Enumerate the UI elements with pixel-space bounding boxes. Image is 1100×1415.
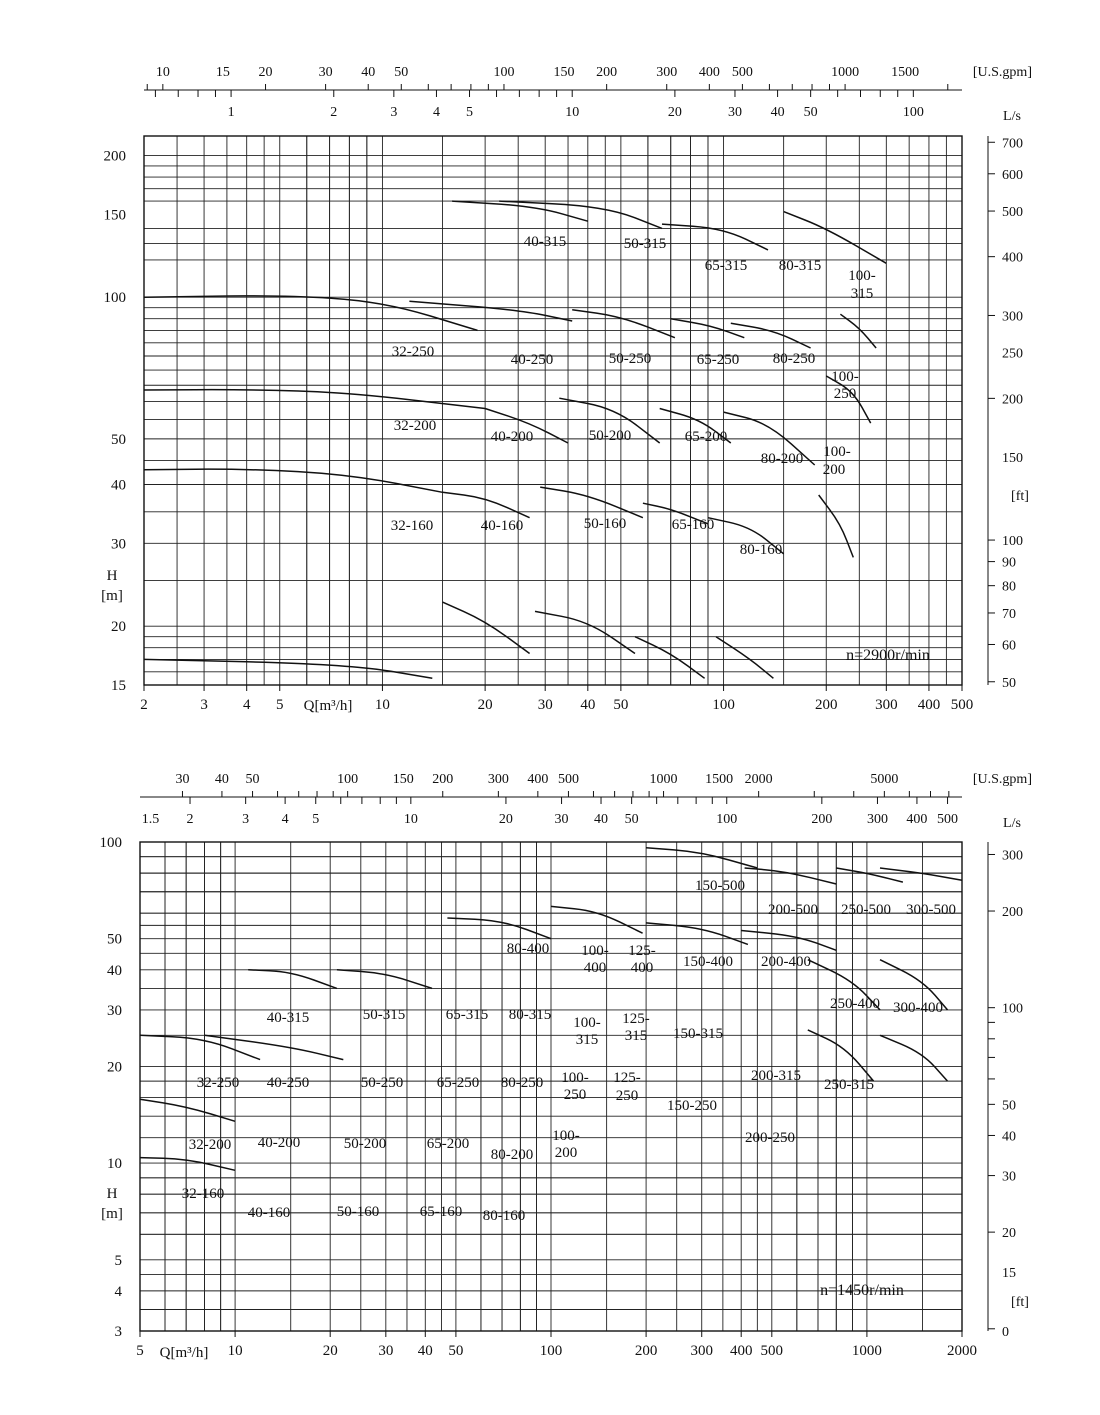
curve-300-500: [880, 868, 962, 880]
curve-label: 65-200: [426, 1136, 470, 1152]
ft-tick-label: 300: [1002, 309, 1023, 325]
curve-label: 40-315: [523, 234, 567, 250]
curve-label: 300-500: [906, 902, 956, 918]
curve-label: 40-200: [490, 429, 534, 445]
curve-label: 80-200: [490, 1147, 534, 1163]
ft-tick-label: 100: [1002, 1001, 1023, 1017]
gpm-tick-label: 100: [337, 772, 359, 787]
x-tick-label: 20: [477, 697, 493, 713]
ft-tick-label: 100: [1002, 534, 1023, 550]
curve-label: 50-315: [362, 1007, 406, 1023]
ft-tick-label: 70: [1002, 606, 1016, 622]
curve-label: 50-250: [608, 351, 652, 367]
ft-tick-label: 40: [1002, 1129, 1016, 1145]
ls-tick-label: 2: [330, 105, 338, 120]
ls-tick-label: 100: [902, 105, 924, 120]
curve-label: 80-160: [739, 542, 783, 558]
gpm-tick-label: 40: [361, 65, 376, 80]
x-tick-label: 200: [815, 697, 838, 713]
curve-label: 250: [563, 1087, 587, 1103]
curve-label: 32-160: [181, 1186, 225, 1202]
ft-tick-label: 80: [1002, 579, 1016, 595]
curve-label: 50-160: [583, 516, 627, 532]
x-tick-label: 500: [950, 697, 974, 713]
curve-label: 80-250: [500, 1075, 544, 1091]
curve-label: 40-315: [266, 1010, 310, 1026]
x-tick-label: 1000: [851, 1343, 882, 1359]
gpm-tick-label: 150: [553, 65, 575, 80]
curve-label: 65-250: [696, 352, 740, 368]
curve-200-500: [745, 868, 837, 884]
x-tick-label: 5: [136, 1343, 144, 1359]
gpm-tick-label: 1000: [649, 772, 678, 787]
curve-65-250: [671, 319, 745, 338]
y-tick-label: 100: [103, 290, 126, 307]
gpm-tick-label: 1500: [891, 65, 920, 80]
curve-40-250: [205, 1035, 344, 1059]
ft-tick-label: 50: [1002, 675, 1016, 691]
ft-tick-label: 500: [1002, 205, 1023, 221]
ft-tick-label: 20: [1002, 1226, 1016, 1242]
curve-label: 100-: [831, 369, 859, 385]
curve-label: 250: [833, 386, 857, 402]
curve-label: 300-400: [893, 1000, 943, 1016]
ft-tick-label: 600: [1002, 167, 1023, 183]
x-tick-label: 40: [580, 697, 596, 713]
y-axis-label: [m]: [101, 588, 123, 604]
x-tick-label: 300: [875, 697, 898, 713]
curve-label: 65-315: [704, 258, 748, 274]
ls-tick-label: 10: [403, 812, 418, 827]
ft-tick-label: 400: [1002, 250, 1023, 266]
curve-label: 32-250: [391, 344, 435, 360]
ft-tick-label: 150: [1002, 451, 1023, 467]
ls-tick-label: 3: [242, 812, 250, 827]
ls-tick-label: 40: [594, 812, 609, 827]
x-tick-label: 50: [448, 1343, 464, 1359]
curve-label: 100-: [848, 268, 876, 284]
curve-label: 150-500: [695, 878, 745, 894]
y-tick-label: 20: [107, 1059, 122, 1076]
gpm-unit-label: [U.S.gpm]: [972, 772, 1032, 787]
ls-tick-label: 1.5: [141, 812, 160, 827]
grid: [144, 136, 962, 685]
chart-2900rpm: [101, 65, 1032, 714]
gpm-tick-label: 400: [698, 65, 720, 80]
ft-tick-label: 300: [1002, 848, 1023, 864]
curve-label: 32-250: [196, 1075, 240, 1091]
gpm-tick-label: 300: [656, 65, 678, 80]
y-tick-label: 5: [114, 1252, 122, 1269]
curve-label: 80-250: [772, 351, 816, 367]
ls-unit-label: L/s: [1003, 816, 1021, 831]
curve-50-315: [337, 970, 432, 989]
x-tick-label: 50: [613, 697, 629, 713]
curve-300-315: [880, 1035, 948, 1081]
curve-label: 50-200: [343, 1136, 387, 1152]
ls-tick-label: 400: [906, 812, 928, 827]
x-tick-label: 100: [712, 697, 735, 713]
curve-label: 40-250: [510, 352, 554, 368]
ft-tick-label: 700: [1002, 136, 1023, 152]
ft-tick-label: 90: [1002, 555, 1016, 571]
gpm-tick-label: 200: [596, 65, 618, 80]
x-tick-label: 2: [140, 697, 148, 713]
curve-label: 250-400: [830, 996, 880, 1012]
curve-label: 65-250: [436, 1075, 480, 1091]
curve-80-315: [784, 212, 887, 264]
speed-label: n=1450r/min: [820, 1282, 904, 1299]
curve-label: 200-315: [751, 1068, 801, 1084]
gpm-tick-label: 10: [155, 65, 170, 80]
ls-tick-label: 2: [186, 812, 194, 827]
ls-tick-label: 50: [803, 105, 818, 120]
curve-label: 80-315: [508, 1007, 552, 1023]
curve-label: 32-160: [390, 518, 434, 534]
y-tick-label: 50: [107, 931, 122, 948]
ft-tick-label: 250: [1002, 346, 1023, 362]
y-tick-label: 30: [107, 1002, 122, 1019]
curve-label: 40-160: [480, 518, 524, 534]
curve-50-160: [540, 487, 643, 518]
gpm-tick-label: 20: [258, 65, 273, 80]
gpm-tick-label: 400: [527, 772, 549, 787]
curve-label: 50-200: [588, 428, 632, 444]
x-tick-label: 400: [729, 1343, 753, 1359]
curve-label: 200: [554, 1145, 578, 1161]
y-tick-label: 40: [107, 962, 122, 979]
ft-unit-label: [ft]: [1011, 489, 1029, 504]
y-tick-label: 40: [111, 477, 126, 494]
curve-50-160-min-: [535, 611, 635, 653]
curve-label: 80-400: [506, 941, 550, 957]
curve-40-160-min-: [443, 602, 530, 653]
gpm-tick-label: 200: [432, 772, 454, 787]
curve-label: 100-: [573, 1015, 601, 1031]
ls-tick-label: 30: [554, 812, 569, 827]
curve-label: 50-315: [623, 236, 667, 252]
curve-label: 200-250: [745, 1130, 795, 1146]
curve-label: 40-160: [247, 1205, 291, 1221]
x-tick-label: 40: [417, 1343, 433, 1359]
y-tick-label: 20: [111, 619, 126, 636]
y-tick-label: 4: [114, 1283, 122, 1300]
x-tick-label: 30: [378, 1343, 394, 1359]
curve-label: 315: [624, 1028, 648, 1044]
y-axis-label: [m]: [101, 1206, 123, 1222]
x-tick-label: 2000: [947, 1343, 977, 1359]
curve-label: 200-400: [761, 954, 811, 970]
gpm-tick-label: 5000: [870, 772, 899, 787]
x-tick-label: 4: [242, 697, 251, 713]
chart-1450rpm: [100, 772, 1033, 1361]
x-tick-label: 30: [537, 697, 553, 713]
ft-tick-label: 200: [1002, 392, 1023, 408]
ft-tick-label: 60: [1002, 638, 1016, 654]
curve-label: 65-160: [671, 517, 715, 533]
x-tick-label: 20: [322, 1343, 338, 1359]
gpm-tick-label: 100: [493, 65, 515, 80]
x-tick-label: 100: [539, 1343, 563, 1359]
y-tick-label: 50: [111, 431, 126, 448]
curve-label: 125-: [628, 943, 656, 959]
gpm-unit-label: [U.S.gpm]: [972, 65, 1032, 80]
curve-label: 100-: [561, 1070, 589, 1086]
gpm-tick-label: 500: [557, 772, 579, 787]
curve-label: 400: [630, 960, 654, 976]
curve-32-160: [144, 469, 443, 492]
curve-100-200: [819, 495, 854, 557]
x-tick-label: 10: [227, 1343, 243, 1359]
curve-label: 150-400: [683, 954, 733, 970]
ls-tick-label: 200: [811, 812, 833, 827]
x-tick-label: 3: [200, 697, 208, 713]
ft-tick-label: 30: [1002, 1169, 1016, 1185]
y-axis-label: H: [106, 1186, 118, 1202]
curve-label: 315: [575, 1032, 599, 1048]
curve-label: 100-: [581, 943, 609, 959]
curve-label: 100-: [552, 1128, 580, 1144]
ls-tick-label: 40: [770, 105, 785, 120]
speed-label: n=2900r/min: [846, 647, 930, 664]
y-tick-label: 10: [107, 1156, 122, 1173]
ls-tick-label: 4: [281, 812, 289, 827]
x-axis-label: Q[m³/h]: [159, 1345, 209, 1361]
curve-32-200: [144, 390, 485, 409]
curve-label: 150-250: [667, 1098, 717, 1114]
curve-label: 250-315: [824, 1077, 874, 1093]
curve-label: 250: [615, 1088, 639, 1104]
curve-100-400: [551, 906, 643, 933]
y-tick-label: 3: [114, 1324, 122, 1340]
x-tick-label: 300: [690, 1343, 713, 1359]
curve-label: 80-200: [760, 451, 804, 467]
ft-tick-label: 50: [1002, 1098, 1016, 1114]
plot-frame: [144, 136, 962, 685]
curve-label: 250-500: [841, 902, 891, 918]
gpm-tick-label: 2000: [744, 772, 773, 787]
curve-label: 65-160: [419, 1204, 463, 1220]
ft-tick-label: 15: [1002, 1266, 1016, 1282]
ls-tick-label: 20: [667, 105, 682, 120]
y-tick-label: 200: [103, 148, 126, 165]
y-axis-label: H: [106, 568, 118, 584]
curve-label: 200: [822, 462, 846, 478]
curve-50-315: [499, 201, 662, 228]
gpm-tick-label: 30: [175, 772, 190, 787]
x-axis-label: Q[m³/h]: [303, 698, 353, 714]
gpm-tick-label: 30: [318, 65, 333, 80]
ls-tick-label: 10: [565, 105, 580, 120]
x-tick-label: 200: [634, 1343, 658, 1359]
gpm-tick-label: 500: [731, 65, 753, 80]
curve-40-250: [409, 301, 572, 321]
curve-label: 400: [583, 960, 607, 976]
x-tick-label: 10: [374, 697, 390, 713]
ft-unit-label: [ft]: [1011, 1295, 1029, 1310]
curve-150-400: [646, 923, 748, 945]
curve-label: 50-160: [336, 1204, 380, 1220]
ls-tick-label: 500: [937, 812, 959, 827]
curve-200-400: [741, 931, 836, 951]
curve-40-160: [443, 492, 530, 517]
curve-65-315: [447, 918, 551, 939]
curve-40-315: [248, 970, 337, 989]
ls-tick-label: 20: [498, 812, 513, 827]
ls-tick-label: 50: [624, 812, 639, 827]
gpm-tick-label: 50: [394, 65, 409, 80]
x-tick-label: 500: [760, 1343, 784, 1359]
curve-label: 200-500: [768, 902, 818, 918]
ls-tick-label: 100: [716, 812, 738, 827]
curve-32-160-min-: [144, 659, 432, 678]
ls-tick-label: 30: [727, 105, 742, 120]
curve-label: 32-200: [393, 418, 437, 434]
ls-unit-label: L/s: [1003, 109, 1021, 124]
ls-tick-label: 5: [466, 105, 474, 120]
curve-label: 65-315: [445, 1007, 489, 1023]
gpm-tick-label: 300: [487, 772, 509, 787]
curve-32-250: [140, 1035, 260, 1059]
curve-label: 125-: [613, 1070, 641, 1086]
curve-label: 125-: [622, 1011, 650, 1027]
gpm-tick-label: 15: [215, 65, 230, 80]
ls-tick-label: 3: [390, 105, 398, 120]
ls-tick-label: 1: [227, 105, 235, 120]
ls-tick-label: 5: [312, 812, 320, 827]
ft-tick-label: 0: [1002, 1325, 1009, 1340]
curve-label: 100-: [823, 444, 851, 460]
gpm-tick-label: 1000: [831, 65, 860, 80]
curve-label: 315: [850, 286, 874, 302]
curve-label: 80-160: [482, 1208, 526, 1224]
ls-tick-label: 4: [432, 105, 440, 120]
ft-tick-label: 200: [1002, 905, 1023, 921]
curve-label: 80-315: [778, 258, 822, 274]
y-tick-label: 15: [111, 678, 126, 694]
curve-80-250: [731, 323, 811, 348]
y-tick-label: 150: [103, 207, 126, 224]
x-tick-label: 400: [917, 697, 941, 713]
gpm-tick-label: 50: [245, 772, 260, 787]
curve-label: 40-200: [257, 1135, 301, 1151]
curve-label: 150-315: [673, 1026, 723, 1042]
y-tick-label: 30: [111, 536, 126, 553]
curve-label: 40-250: [266, 1075, 310, 1091]
ls-tick-label: 300: [866, 812, 888, 827]
gpm-tick-label: 40: [214, 772, 229, 787]
curve-label: 32-200: [188, 1137, 232, 1153]
curve-label: 65-200: [684, 429, 728, 445]
y-tick-label: 100: [99, 835, 122, 851]
gpm-tick-label: 1500: [705, 772, 734, 787]
curve-32-250: [144, 296, 478, 330]
curve-label: 50-250: [360, 1075, 404, 1091]
gpm-tick-label: 150: [392, 772, 414, 787]
x-tick-label: 5: [275, 697, 284, 713]
